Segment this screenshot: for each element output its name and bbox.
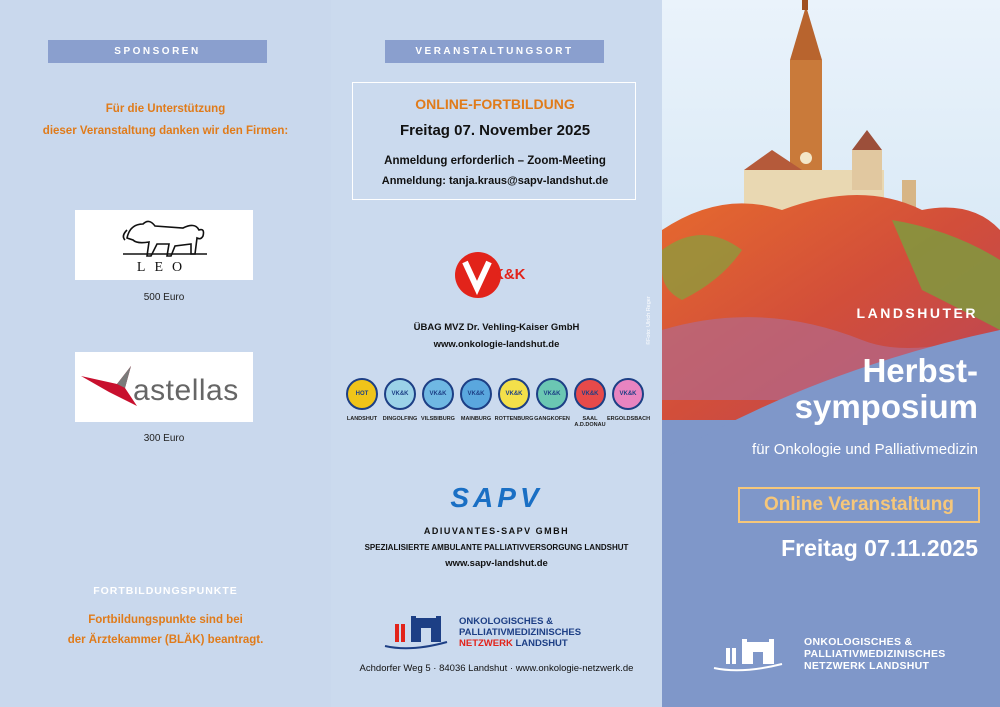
cover-logo-line2: PALLIATIVMEDIZINISCHES (804, 648, 946, 660)
sapv-company: ADIUVANTES-SAPV GMBH (423, 526, 570, 536)
sponsors-thanks (0, 98, 331, 142)
venue-heading: VERANSTALTUNGSORT (385, 40, 604, 63)
sponsors-panel (0, 0, 331, 707)
netzwerk-address: Achdorfer Weg 5 · 84036 Landshut · www.onkologie-netzwerk.de (359, 663, 634, 674)
points-text (0, 610, 331, 650)
cover-logo-line1: ONKOLOGISCHES & (804, 636, 913, 648)
vkk-logo (455, 252, 535, 302)
venue-box (352, 82, 636, 200)
cover-logo-line3: NETZWERK LANDSHUT (804, 660, 930, 672)
cover-title-line1: Herbst- (862, 352, 978, 389)
castle-icon (381, 612, 451, 652)
venue-type: ONLINE-FORTBILDUNG (415, 96, 575, 112)
online-badge: Online Veranstaltung (738, 487, 980, 523)
leo-name: LEO (136, 260, 192, 275)
location-badge-saal: VK&K (574, 378, 606, 410)
thanks-line1: Für die Unterstützung (105, 103, 226, 115)
location-name: SAAL A.D.DONAU (574, 416, 606, 428)
location-badge-vilsbiburg: VK&K (422, 378, 454, 410)
vkk-url[interactable]: www.onkologie-landshut.de (433, 339, 560, 350)
cover-title (795, 353, 978, 425)
cover-subtitle: für Onkologie und Palliativmedizin (752, 441, 978, 458)
venue-email[interactable]: Anmeldung: tanja.kraus@sapv-landshut.de (381, 175, 609, 187)
location-name: MAINBURG (460, 416, 492, 422)
astellas-amount: 300 Euro (143, 433, 185, 444)
location-name: VILSBIBURG (421, 416, 455, 422)
cover-kicker: LANDSHUTER (856, 305, 978, 321)
venue-panel (331, 0, 662, 707)
location-badge-gangkofen: VK&K (536, 378, 568, 410)
venue-date: Freitag 07. November 2025 (399, 122, 591, 139)
location-badge-landshut: HOT (346, 378, 378, 410)
location-name: LANDSHUT (346, 416, 378, 422)
location-badge-ergoldsbach: VK&K (612, 378, 644, 410)
location-badge-mainburg: VK&K (460, 378, 492, 410)
location-name: ERGOLDSBACH (607, 416, 651, 422)
points-line1: Fortbildungspunkte sind bei (88, 614, 243, 626)
sapv-desc: SPEZIALISIERTE AMBULANTE PALLIATIVVERSORGUNG LANDSHUT (364, 543, 629, 552)
location-name: DINGOLFING (382, 416, 418, 422)
netzwerk-line3a: NETZWERK (459, 638, 513, 649)
astellas-name: astellas (133, 374, 239, 407)
venue-registration: Anmeldung erforderlich – Zoom-Meeting (384, 155, 606, 167)
thanks-line2: dieser Veranstaltung danken wir den Firmen: (42, 125, 289, 137)
netzwerk-logo (381, 612, 621, 652)
leo-logo (75, 210, 253, 280)
photo-credit: ©Foto: Ulrich Reger (646, 296, 652, 345)
leo-amount: 500 Euro (143, 292, 185, 303)
vkk-name: ÜBAG MVZ Dr. Vehling-Kaiser GmbH (413, 322, 580, 333)
sapv-url[interactable]: www.sapv-landshut.de (445, 558, 548, 569)
astellas-star-icon (79, 362, 139, 412)
sponsors-heading: SPONSOREN (48, 40, 267, 63)
location-badge-rottenburg: VK&K (498, 378, 530, 410)
cover-date: Freitag 07.11.2025 (781, 535, 978, 561)
points-line2: der Ärztekammer (BLÄK) beantragt. (67, 634, 264, 646)
cover-netzwerk-logo (712, 634, 992, 674)
cover-panel (646, 0, 1000, 707)
vkk-logo-text: K&K (493, 266, 526, 283)
netzwerk-line2: PALLIATIVMEDIZINISCHES (459, 627, 582, 638)
location-name: GANGKOFEN (534, 416, 570, 422)
castle-icon (712, 634, 792, 674)
sapv-logo: SAPV (450, 482, 543, 513)
astellas-logo (75, 352, 253, 422)
netzwerk-line1: ONKOLOGISCHES & (459, 616, 553, 627)
netzwerk-line3b: LANDSHUT (515, 638, 568, 649)
cover-title-line2: symposium (794, 388, 978, 425)
points-heading: FORTBILDUNGSPUNKTE (93, 585, 238, 597)
location-badge-dingolfing: VK&K (384, 378, 416, 410)
location-name: ROTTENBURG (494, 416, 534, 422)
